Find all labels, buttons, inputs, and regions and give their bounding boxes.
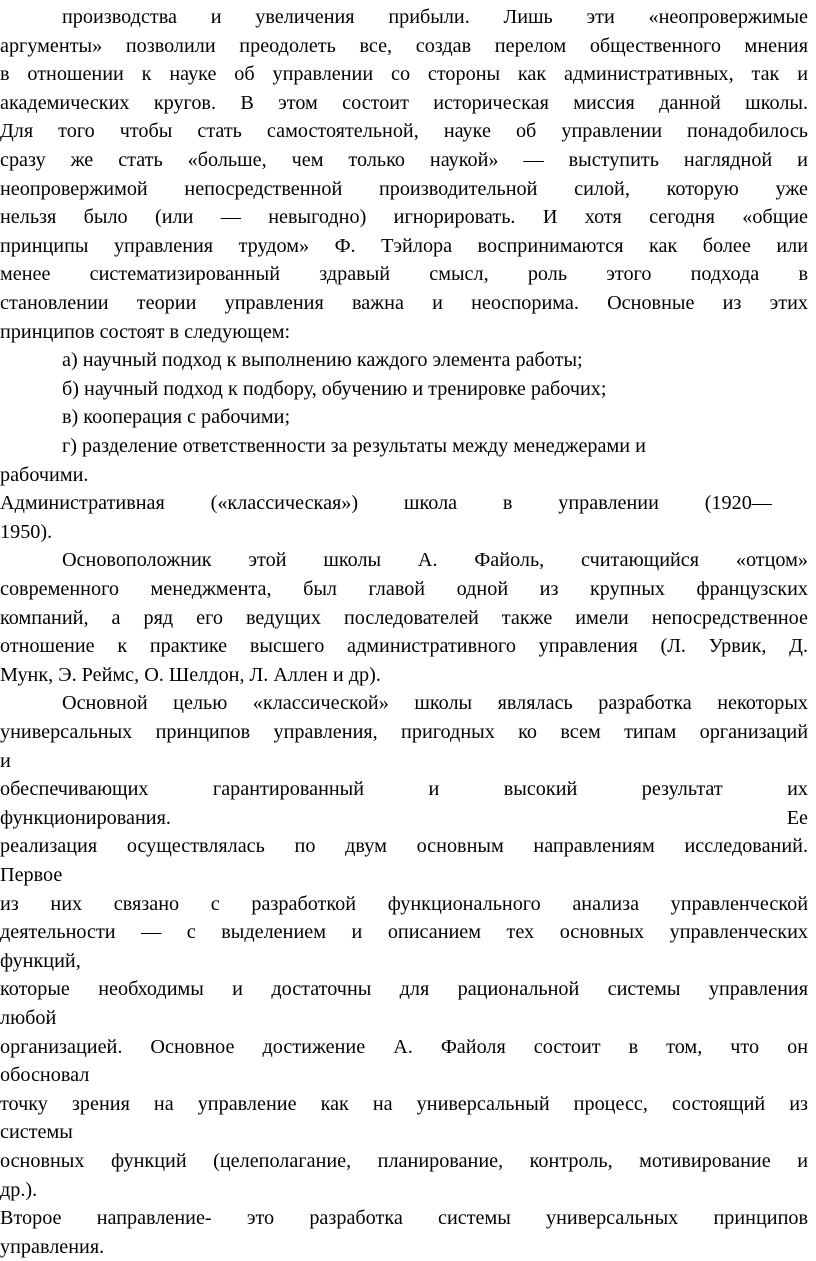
text-line: менее систематизированный здравый смысл, роль этого подхода в	[0, 263, 808, 286]
text-line: неопровержимой непосредственной производительной силой, которую уже	[0, 177, 808, 200]
text-line: которые необходимы и достаточны для рациональной системы управления	[0, 978, 808, 1001]
text-line: производства и увеличения прибыли. Лишь эти «неопровержимые	[62, 6, 808, 28]
text-line: функций,	[0, 949, 81, 972]
text-line: точку зрения на управление как на универсальный процесс, состоящий из	[0, 1092, 808, 1115]
text-line: универсальных принципов управления, пригодных ко всем типам организаций	[0, 721, 808, 743]
text-line: компаний, а ряд его ведущих последователей также имели непосредственное	[0, 606, 808, 629]
text-line: в отношении к науке об управлении со стороны как административных, так и	[0, 63, 808, 86]
text-line: др.).	[0, 1178, 38, 1201]
text-line: организацией. Основное достижение А. Файоля состоит в том, что он	[0, 1035, 808, 1058]
text-line: Для того чтобы стать самостоятельной, науке об управлении понадобилось	[0, 120, 808, 143]
text-line: современного менеджмента, был главой одной из крупных французских	[0, 578, 808, 600]
text-line: Второе направление- это разработка системы универсальных принципов	[0, 1207, 808, 1230]
text-line: в) кооперация с рабочими;	[62, 406, 291, 429]
text-line: любой	[0, 1007, 57, 1029]
text-line: отношение к практике высшего административного управления (Л. Урвик, Д.	[0, 635, 808, 658]
text-line: б) научный подход к подбору, обучению и тренировке рабочих;	[62, 377, 607, 400]
text-line: рабочими.	[0, 463, 89, 486]
text-line: из них связано с разработкой функционального анализа управленческой	[0, 892, 808, 915]
text-line: функционирования. Ее	[0, 806, 808, 829]
text-line: нельзя было (или — невыгодно) игнорировать. И хотя сегодня «общие	[0, 206, 808, 229]
text-line: становлении теории управления важна и неоспорима. Основные из этих	[0, 292, 808, 314]
text-line: обеспечивающих гарантированный и высокий результат их	[0, 778, 808, 801]
text-line: аргументы» позволили преодолеть все, создав перелом общественного мнения	[0, 34, 808, 57]
text-line: Основной целью «классической» школы являлась разработка некоторых	[62, 692, 808, 715]
text-line: управления.	[0, 1235, 105, 1258]
text-line: Мунк, Э. Реймс, О. Шелдон, Л. Аллен и др).	[0, 663, 381, 686]
text-line: системы	[0, 1121, 73, 1144]
text-line: и	[0, 749, 11, 772]
text-line: сразу же стать «больше, чем только наукой» — выступить наглядной и	[0, 149, 808, 171]
text-line: обосновал	[0, 1064, 90, 1087]
text-line: принципов состоят в следующем:	[0, 320, 291, 343]
text-line: принципы управления трудом» Ф. Тэйлора воспринимаются как более или	[0, 234, 808, 257]
text-line: деятельности — с выделением и описанием тех основных управленческих	[0, 921, 808, 944]
text-line: 1950).	[0, 520, 53, 543]
text-line: реализация осуществлялась по двум основным направлениям исследований.	[0, 835, 808, 858]
text-line: Административная («классическая») школа в управлении (1920—	[0, 492, 772, 515]
text-line: основных функций (целеполагание, планирование, контроль, мотивирование и	[0, 1150, 808, 1172]
text-line: Первое	[0, 864, 63, 886]
text-line: академических кругов. В этом состоит историческая миссия данной школы.	[0, 91, 808, 114]
text-line: а) научный подход к выполнению каждого элемента работы;	[62, 349, 583, 372]
text-line: Основоположник этой школы А. Файоль, считающийся «отцом»	[62, 549, 808, 572]
text-line: г) разделение ответственности за результаты между менеджерами и	[62, 435, 646, 457]
